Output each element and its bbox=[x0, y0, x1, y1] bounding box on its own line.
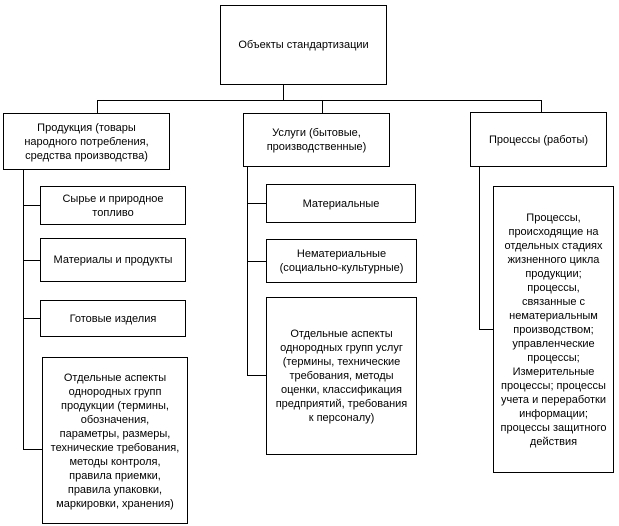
node-raw-materials-and-fuel: Сырье и природное топливо bbox=[40, 186, 186, 225]
node-finished-goods: Готовые изделия bbox=[40, 300, 186, 337]
node-process-types: Процессы, происходящие на отдельных стадиях жизненного цикла продукции; процессы, связанные с нематериальным производством; управленческие процессы; Измерительные процессы; процессы учета и переработки информации; процессы защитного действия bbox=[493, 186, 614, 473]
node-services: Услуги (бытовые, производственные) bbox=[243, 113, 390, 167]
node-processes: Процессы (работы) bbox=[470, 112, 607, 167]
node-standardization-objects: Объекты стандартизации bbox=[220, 5, 387, 85]
node-product-group-aspects: Отдельные аспекты однородных групп продукции (термины, обозначения, параметры, размеры, технические требования, методы контроля, правила приемки, правила упаковки, маркировки, хранения) bbox=[42, 357, 188, 524]
node-materials-and-products: Материалы и продукты bbox=[40, 238, 186, 282]
node-material-services: Материальные bbox=[266, 184, 416, 223]
node-non-material-services: Нематериальные (социально-культурные) bbox=[266, 239, 417, 283]
node-products: Продукция (товары народного потребления, средства производства) bbox=[3, 113, 170, 170]
node-service-group-aspects: Отдельные аспекты однородных групп услуг (термины, технические требования, методы оценки, классификация предприятий, требования к персоналу) bbox=[266, 297, 417, 455]
